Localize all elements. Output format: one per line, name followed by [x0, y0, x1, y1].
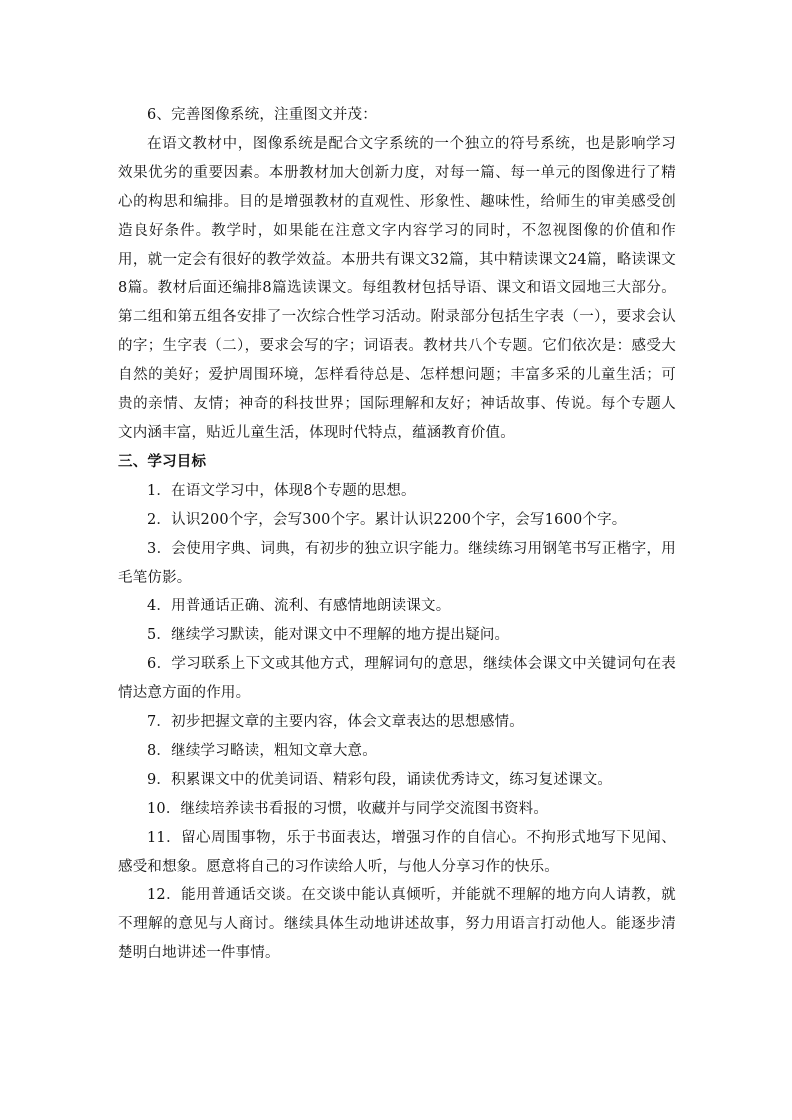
goal-item-2: 2．认识200个字，会写300个字。累计认识2200个字，会写1600个字。 [147, 511, 627, 528]
page-content [118, 101, 676, 968]
goal-item-12: 12．能用普通话交谈。在交谈中能认真倾听，并能就不理解的地方向人请教，就不理解的意见与人商讨。继续具体生动地讲述故事，努力用语言打动他人。能逐步清楚明白地讲述一件事情。 [118, 887, 676, 962]
goal-item-7: 7．初步把握文章的主要内容，体会文章表达的思想感情。 [147, 714, 524, 731]
goal-item-4: 4．用普通话正确、流利、有感情地朗读课文。 [147, 598, 451, 615]
goal-item-9: 9．积累课文中的优美词语、精彩句段，诵读优秀诗文，练习复述课文。 [147, 771, 613, 788]
section-6-body: 在语文教材中，图像系统是配合文字系统的一个独立的符号系统，也是影响学习效果优劣的重要因素。本册教材加大创新力度，对每一篇、每一单元的图像进行了精心的构思和编排。目的是增强教材的直观性、形象性、趣味性，给师生的审美感受创造良好条件。教学时，如果能在注意文字内容学习的同时，不忽视图像的价值和作用，就一定会有很好的教学效益。本册共有课文32篇，其中精读课文24篇，略读课文8篇。教材后面还编排8篇选读课文。每组教材包括导语、课文和语文园地三大部分。第二组和第五组各安排了一次综合性学习活动。附录部分包括生字表（一），要求会认的字；生字表（二），要求会写的字；词语表。教材共八个专题。它们依次是：感受大自然的美好；爱护周围环境，怎样看待总是、怎样想问题；丰富多采的儿童生活；可贵的亲情、友情；神奇的科技世界；国际理解和友好；神话故事、传说。每个专题人文内涵丰富，贴近儿童生活，体现时代特点，蕴涵教育价值。 [118, 135, 676, 441]
goal-item-11: 11．留心周围事物，乐于书面表达，增强习作的自信心。不拘形式地写下见闻、感受和想象。愿意将自己的习作读给人听，与他人分享习作的快乐。 [118, 829, 676, 875]
goal-item-3: 3．会使用字典、词典，有初步的独立识字能力。继续练习用钢笔书写正楷字，用毛笔仿影。 [118, 540, 676, 586]
goal-item-10: 10．继续培养读书看报的习惯，收藏并与同学交流图书资料。 [147, 800, 549, 817]
section-3-heading: 三、学习目标 [118, 453, 207, 470]
goal-item-1: 1．在语文学习中，体现8个专题的思想。 [147, 482, 416, 499]
section-6-title: 6、完善图像系统，注重图文并茂： [147, 107, 377, 123]
goal-item-6: 6．学习联系上下文或其他方式，理解词句的意思，继续体会课文中关键词句在表情达意方面的作用。 [118, 656, 676, 702]
goal-item-5: 5．继续学习默读，能对课文中不理解的地方提出疑问。 [147, 627, 510, 644]
goal-item-8: 8．继续学习略读，粗知文章大意。 [147, 742, 377, 759]
